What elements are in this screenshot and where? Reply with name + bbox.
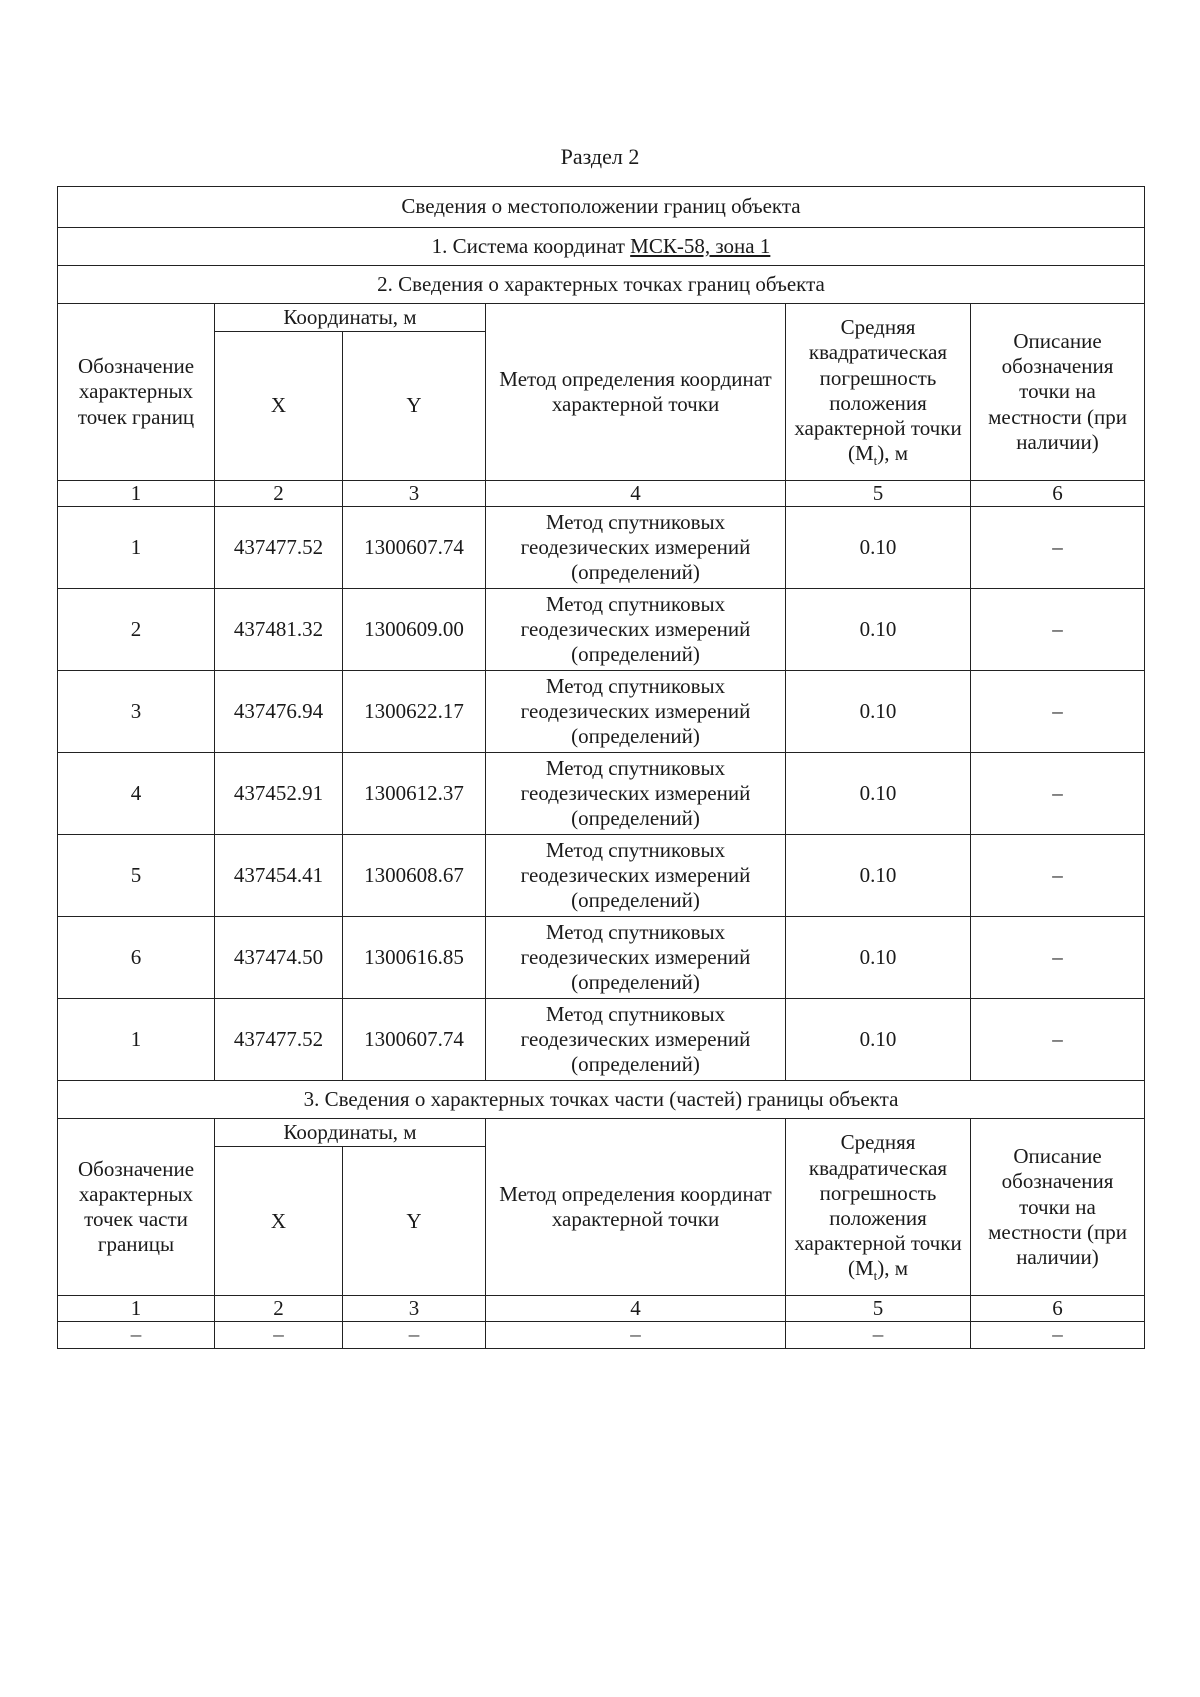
- header3-error-sub: t: [873, 1268, 878, 1284]
- table-row: [58, 835, 1145, 917]
- boundary-table: [57, 186, 1145, 1349]
- cell-x: 437481.32: [215, 589, 343, 671]
- column-number: 5: [786, 1296, 971, 1322]
- header3-error: [786, 1119, 971, 1296]
- cell-description: –: [971, 753, 1145, 835]
- header3-error-tail: ), м: [877, 1256, 909, 1281]
- cell-error: 0.10: [786, 671, 971, 753]
- cell-method: Метод спутниковых геодезических измерений (определений): [486, 999, 786, 1081]
- cell-y: 1300608.67: [343, 835, 486, 917]
- cell-point: 1: [58, 999, 215, 1081]
- column-number-row-3: [58, 1296, 1145, 1322]
- column-number: 2: [215, 481, 343, 507]
- column-number: 6: [971, 481, 1145, 507]
- cell-point: 6: [58, 917, 215, 999]
- cell-method: Метод спутниковых геодезических измерений (определений): [486, 507, 786, 589]
- header3-point-designation: Обозначение характерных точек части границы: [58, 1119, 215, 1296]
- empty-cell: –: [971, 1322, 1145, 1348]
- cell-description: –: [971, 999, 1145, 1081]
- cell-x: 437474.50: [215, 917, 343, 999]
- cell-point: 5: [58, 835, 215, 917]
- cell-x: 437477.52: [215, 507, 343, 589]
- cell-y: 1300609.00: [343, 589, 486, 671]
- header-error-text: Средняя квадратическая погрешность положения характерной точки (M: [794, 315, 962, 466]
- header-error-tail: ), м: [877, 441, 909, 466]
- cell-point: 2: [58, 589, 215, 671]
- cell-method: Метод спутниковых геодезических измерений (определений): [486, 917, 786, 999]
- coord-system-row: [58, 228, 1145, 266]
- header3-coordinates: Координаты, м: [215, 1119, 486, 1147]
- header-point-designation: Обозначение характерных точек границ: [58, 304, 215, 481]
- section2-title: 2. Сведения о характерных точках границ объекта: [58, 266, 1145, 304]
- header3-description: Описание обозначения точки на местности (при наличии): [971, 1119, 1145, 1296]
- section3-title: 3. Сведения о характерных точках части (частей) границы объекта: [58, 1081, 1145, 1119]
- column-number-row: [58, 481, 1145, 507]
- cell-description: –: [971, 835, 1145, 917]
- empty-cell: –: [486, 1322, 786, 1348]
- column-number: 3: [343, 1296, 486, 1322]
- cell-y: 1300607.74: [343, 507, 486, 589]
- empty-cell: –: [215, 1322, 343, 1348]
- header-y: Y: [343, 332, 486, 481]
- table-row: [58, 671, 1145, 753]
- cell-description: –: [971, 507, 1145, 589]
- header-error: [786, 304, 971, 481]
- header3-method: Метод определения координат характерной точки: [486, 1119, 786, 1296]
- section-title: Раздел 2: [560, 144, 640, 169]
- header3-y: Y: [343, 1147, 486, 1296]
- cell-error: 0.10: [786, 507, 971, 589]
- column-number: 3: [343, 481, 486, 507]
- table-row: [58, 999, 1145, 1081]
- cell-x: 437454.41: [215, 835, 343, 917]
- cell-y: 1300616.85: [343, 917, 486, 999]
- empty-cell: –: [343, 1322, 486, 1348]
- header-method: Метод определения координат характерной точки: [486, 304, 786, 481]
- empty-cell: –: [58, 1322, 215, 1348]
- cell-point: 1: [58, 507, 215, 589]
- table-row: [58, 507, 1145, 589]
- cell-y: 1300622.17: [343, 671, 486, 753]
- cell-y: 1300612.37: [343, 753, 486, 835]
- header-x: X: [215, 332, 343, 481]
- cell-error: 0.10: [786, 589, 971, 671]
- column-number: 1: [58, 481, 215, 507]
- column-number: 4: [486, 1296, 786, 1322]
- table-title: Сведения о местоположении границ объекта: [58, 187, 1145, 228]
- column-number: 6: [971, 1296, 1145, 1322]
- cell-error: 0.10: [786, 753, 971, 835]
- table-row: [58, 917, 1145, 999]
- coord-system-value: МСК-58, зона 1: [630, 233, 771, 258]
- header3-x: X: [215, 1147, 343, 1296]
- column-number: 1: [58, 1296, 215, 1322]
- table-row: [58, 589, 1145, 671]
- cell-x: 437477.52: [215, 999, 343, 1081]
- cell-method: Метод спутниковых геодезических измерений (определений): [486, 835, 786, 917]
- column-number: 5: [786, 481, 971, 507]
- header-coordinates: Координаты, м: [215, 304, 486, 332]
- cell-point: 4: [58, 753, 215, 835]
- header-description: Описание обозначения точки на местности (при наличии): [971, 304, 1145, 481]
- cell-y: 1300607.74: [343, 999, 486, 1081]
- cell-error: 0.10: [786, 917, 971, 999]
- cell-description: –: [971, 917, 1145, 999]
- cell-method: Метод спутниковых геодезических измерений (определений): [486, 671, 786, 753]
- cell-description: –: [971, 671, 1145, 753]
- cell-method: Метод спутниковых геодезических измерений (определений): [486, 753, 786, 835]
- cell-description: –: [971, 589, 1145, 671]
- column-number: 4: [486, 481, 786, 507]
- cell-x: 437476.94: [215, 671, 343, 753]
- header-error-sub: t: [873, 453, 878, 469]
- empty-cell: –: [786, 1322, 971, 1348]
- cell-method: Метод спутниковых геодезических измерений (определений): [486, 589, 786, 671]
- table-row: [58, 753, 1145, 835]
- cell-x: 437452.91: [215, 753, 343, 835]
- column-number: 2: [215, 1296, 343, 1322]
- cell-error: 0.10: [786, 835, 971, 917]
- header3-error-text: Средняя квадратическая погрешность положения характерной точки (M: [794, 1130, 962, 1281]
- coord-system-label: 1. Система координат: [431, 233, 631, 258]
- cell-error: 0.10: [786, 999, 971, 1081]
- empty-row: [58, 1322, 1145, 1348]
- cell-point: 3: [58, 671, 215, 753]
